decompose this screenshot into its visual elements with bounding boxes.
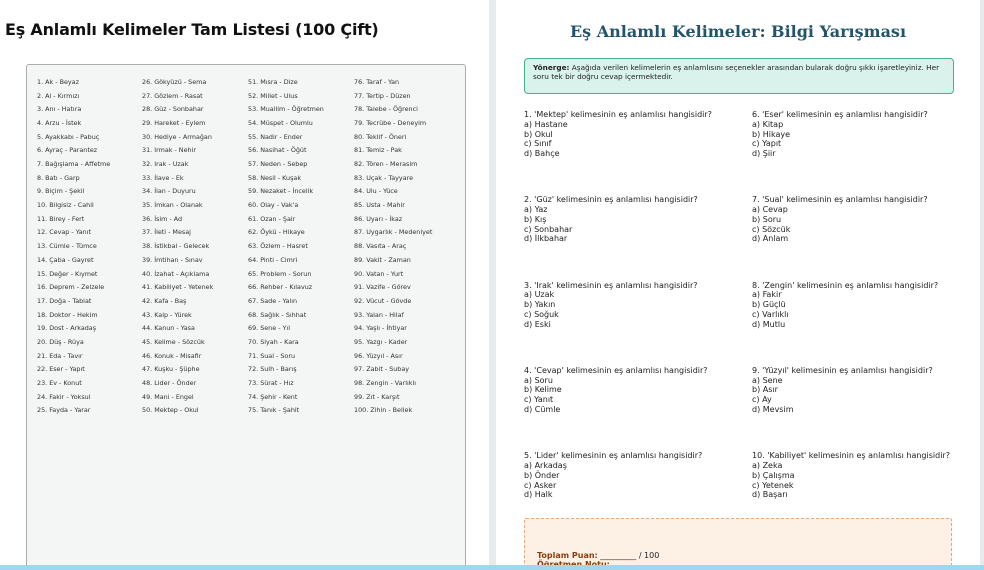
word-pair: 8. Batı - Garp [37,173,80,182]
answer-option[interactable]: d) Eski [524,319,551,329]
quiz-question [524,110,744,159]
answer-option[interactable]: b) Yakın [524,300,556,310]
answer-option[interactable]: c) Yapıt [752,139,782,149]
word-pair: 23. Ev - Konut [37,378,82,387]
word-pair: 6. Ayraç - Parantez [37,146,98,155]
word-pair: 75. Tanık - Şahit [248,406,300,415]
word-pair: 89. Vakit - Zaman [354,255,411,264]
word-pair: 10. Bilgisiz - Cahil [37,201,94,210]
question-prompt: 6. 'Eser' kelimesinin eş anlamlısı hangisidir? [752,110,928,119]
quiz-question [752,451,972,500]
word-pair: 70. Siyah - Kara [248,337,299,346]
instruction-box [524,58,954,94]
question-prompt: 8. 'Zengin' kelimesinin eş anlamlısı hangisidir? [752,280,939,290]
word-pair: 24. Fakir - Yoksul [37,392,91,401]
answer-option[interactable]: c) Ay [752,395,772,405]
quiz-question [524,195,744,244]
question-prompt: 9. 'Yüzyıl' kelimesinin eş anlamlısı hangisidir? [752,365,933,375]
word-pair: 20. Düş - Rüya [37,337,84,346]
word-pair: 93. Yalan - Hilaf [354,310,404,319]
word-pair: 95. Yazgı - Kader [354,337,408,346]
question-prompt: 4. 'Cevap' kelimesinin eş anlamlısı hangisidir? [524,365,708,375]
answer-option[interactable]: d) Cümle [524,405,561,415]
answer-option[interactable]: a) Arkadaş [524,460,567,470]
word-pair: 92. Vücut - Gövde [354,296,412,305]
answer-option[interactable]: d) Anlam [752,234,789,244]
word-pair: 59. Nezaket - İncelik [248,187,314,196]
word-pair: 86. Uyarı - İkaz [354,214,403,223]
word-pair: 26. Gökyüzü - Sema [142,78,207,86]
word-pair: 28. Güz - Sonbahar [142,105,204,114]
word-pair: 38. İstikbal - Gelecek [142,242,210,251]
word-pair: 34. İlan - Duyuru [142,187,196,196]
question-prompt: 2. 'Güz' kelimesinin eş anlamlısı hangisidir? [524,195,698,205]
word-pair: 66. Rehber - Kılavuz [248,283,313,292]
instruction-text [533,63,945,81]
word-pair: 62. Öykü - Hikaye [248,228,305,237]
answer-option[interactable]: c) Varlıklı [752,309,789,319]
bottom-bar [0,565,984,570]
answer-option[interactable]: b) Güçlü [752,300,786,310]
word-pair: 60. Olay - Vak'a [248,201,299,210]
answer-option[interactable]: d) Şiir [752,149,776,159]
word-pair: 49. Mani - Engel [142,392,194,401]
word-pair: 16. Deprem - Zelzele [37,283,105,292]
score-box [524,518,952,570]
answer-option[interactable]: d) Bahçe [524,149,560,159]
answer-option[interactable]: a) Sene [752,375,783,385]
answer-option[interactable]: c) Sonbahar [524,224,573,234]
word-pair: 2. Al - Kırmızı [37,91,80,100]
answer-option[interactable]: b) Önder [524,470,560,480]
word-pair: 37. İleti - Mesaj [142,228,191,237]
answer-option[interactable]: a) Kitap [752,119,784,129]
word-pair: 17. Doğa - Tabiat [37,296,92,305]
word-pair: 14. Çaba - Gayret [37,255,94,264]
word-pair: 51. Mısra - Dize [248,78,298,86]
quiz-question [524,366,744,415]
answer-option[interactable]: a) Zeka [752,460,783,470]
answer-option[interactable]: a) Cevap [752,205,788,215]
word-pair: 39. İmtihan - Sınav [142,255,203,264]
word-pair: 94. Yaşlı - İhtiyar [354,324,407,333]
answer-option[interactable]: d) Halk [524,490,553,500]
word-pair: 29. Hareket - Eylem [142,119,206,128]
word-pair: 100. Zihin - Bellek [354,406,413,415]
quiz-question [752,281,972,330]
answer-option[interactable]: b) Kış [524,214,547,224]
quiz-question [752,366,972,415]
word-pair: 21. Eda - Tavır [37,351,83,360]
word-pair: 88. Vasıta - Araç [354,242,407,251]
word-pair: 54. Müspet - Olumlu [248,119,313,128]
quiz-question [524,451,744,500]
word-pair: 1. Ak - Beyaz [37,78,79,86]
word-pair: 19. Dost - Arkadaş [37,324,97,333]
answer-option[interactable]: d) İlkbahar [524,234,568,244]
word-pair: 56. Nasihat - Öğüt [248,146,307,155]
answer-option[interactable]: b) Çalışma [752,470,795,480]
word-pair: 98. Zengin - Varlıklı [354,378,417,387]
answer-option[interactable]: c) Yetenek [752,480,794,490]
word-pair: 33. İlave - Ek [142,173,184,182]
word-pair: 73. Sürat - Hız [248,378,294,387]
word-pair: 15. Değer - Kıymet [37,269,98,278]
word-pair: 91. Vazife - Görev [354,283,411,292]
question-prompt: 1. 'Mektep' kelimesinin eş anlamlısı hangisidir? [524,110,712,119]
word-pair: 57. Neden - Sebep [248,160,308,169]
answer-option[interactable]: c) Sözcük [752,224,791,234]
word-pairs-box [26,64,466,570]
word-list-title: Eş Anlamlı Kelimeler Tam Listesi (100 Çift) [5,20,379,39]
answer-option[interactable]: d) Mevsim [752,405,794,415]
word-pair: 5. Ayakkabı - Pabuç [37,132,100,141]
word-pair: 41. Kabiliyet - Yetenek [142,283,214,292]
word-pair: 12. Cevap - Yanıt [37,228,91,237]
question-prompt: 5. 'Lider' kelimesinin eş anlamlısı hangisidir? [524,451,703,461]
word-pair: 87. Uygarlık - Medeniyet [354,228,433,237]
answer-option[interactable]: c) Sınıf [524,139,552,149]
answer-option[interactable]: a) Soru [524,375,553,385]
word-pair: 65. Problem - Sorun [248,269,312,278]
word-pair: 27. Gözlem - Rasat [142,91,203,100]
quiz-question [752,195,972,244]
word-pair: 25. Fayda - Yarar [37,406,91,415]
word-pair: 36. İsim - Ad [142,214,183,223]
answer-option[interactable]: c) Yanıt [524,395,554,405]
word-pair: 64. Pinti - Cimri [248,255,298,264]
word-pair: 61. Ozan - Şair [248,214,296,223]
word-pair: 63. Özlem - Hasret [248,242,308,251]
answer-option[interactable]: c) Asker [524,480,557,490]
word-pair: 67. Sade - Yalın [248,296,298,305]
word-list-page [0,0,489,570]
word-pair: 32. Irak - Uzak [142,160,189,169]
word-pair: 78. Talebe - Öğrenci [354,105,418,114]
word-pair: 45. Kelime - Sözcük [142,337,205,346]
word-pair: 3. Anı - Hatıra [37,105,82,114]
word-pair: 79. Tecrübe - Deneyim [354,119,427,128]
quiz-title: Eş Anlamlı Kelimeler: Bilgi Yarışması [569,22,907,41]
answer-option[interactable]: a) Yaz [524,205,548,215]
word-pair: 80. Teklif - Öneri [354,132,407,141]
word-pair: 77. Tertip - Düzen [354,91,411,100]
instruction-label: Yönerge: [533,63,570,72]
answer-option[interactable]: b) Soru [752,214,782,224]
word-pair: 4. Arzu - İstek [37,119,82,128]
word-pair: 48. Lider - Önder [142,378,197,387]
answer-option[interactable]: b) Okul [524,129,553,139]
answer-option[interactable]: a) Fakir [752,290,782,300]
word-pair: 85. Usta - Mahir [354,201,405,210]
word-pair: 9. Biçim - Şekil [37,187,85,196]
word-pair: 44. Kanun - Yasa [142,324,195,333]
word-pair: 58. Nesil - Kuşak [248,173,302,182]
question-prompt: 10. 'Kabiliyet' kelimesinin eş anlamlısı hangisidir? [752,451,950,461]
word-pair: 13. Cümle - Tümce [37,242,97,251]
word-pair: 7. Bağışlama - Affetme [37,160,111,169]
quiz-page [496,0,980,570]
score-label: Toplam Puan: [537,551,598,560]
word-pair: 43. Kalp - Yürek [142,310,192,319]
score-line [537,551,659,560]
word-pair: 53. Muallim - Öğretmen [248,105,324,114]
word-pair: 35. İmkan - Olanak [142,201,203,210]
word-pair: 31. Irmak - Nehir [142,146,196,155]
answer-option[interactable]: a) Uzak [524,290,555,300]
question-prompt: 7. 'Sual' kelimesinin eş anlamlısı hangisidir? [752,195,928,205]
word-pair: 82. Tören - Merasim [354,160,418,169]
word-pair: 68. Sağlık - Sıhhat [248,310,307,319]
answer-option[interactable]: b) Hikaye [752,129,791,139]
word-pair: 46. Konuk - Misafir [142,351,202,360]
score-blank: _________ / 100 [597,551,660,560]
answer-option[interactable]: d) Mutlu [752,319,786,329]
answer-option[interactable]: b) Kelime [524,385,562,395]
word-pair: 97. Zabit - Subay [354,365,410,374]
word-pair: 40. İzahat - Açıklama [142,269,210,278]
word-pair: 99. Zıt - Karşıt [354,392,400,401]
word-pair: 22. Eser - Yapıt [37,365,85,374]
word-pair: 96. Yüzyıl - Asır [354,351,403,360]
word-pair: 50. Mektep - Okul [142,406,199,415]
word-pair: 81. Temiz - Pak [354,146,402,155]
answer-option[interactable]: a) Hastane [524,119,568,129]
quiz-question [752,110,972,159]
word-pair: 76. Taraf - Yan [354,78,400,86]
word-pair: 52. Millet - Ulus [248,91,298,100]
word-pair: 83. Uçak - Tayyare [354,173,414,182]
word-pair: 84. Ulu - Yüce [354,187,398,196]
instruction-body: Aşağıda verilen kelimelerin eş anlamlısını seçenekler arasından bularak doğru şıkkı işaretleyiniz. Her soru tek bir doğru cevap içermektedir. [533,63,940,81]
answer-option[interactable]: b) Asır [752,385,778,395]
word-pair: 30. Hediye - Armağan [142,132,212,141]
word-pair: 71. Sual - Soru [248,351,296,360]
question-prompt: 3. 'Irak' kelimesinin eş anlamlısı hangisidir? [524,280,698,290]
word-pair: 72. Sulh - Barış [248,365,297,374]
answer-option[interactable]: c) Soğuk [524,309,559,319]
word-pair: 55. Nadir - Ender [248,132,303,141]
quiz-question [524,281,744,330]
word-pair: 90. Vatan - Yurt [354,269,404,278]
word-pair: 74. Şehir - Kent [248,392,298,401]
word-pair: 11. Birey - Fert [37,214,85,223]
word-pair: 18. Doktor - Hekim [37,310,98,319]
word-pair: 42. Kafa - Baş [142,296,187,305]
answer-option[interactable]: d) Başarı [752,490,788,500]
word-pair: 47. Kuşku - Şüphe [142,365,200,374]
word-pair: 69. Sene - Yıl [248,324,290,333]
